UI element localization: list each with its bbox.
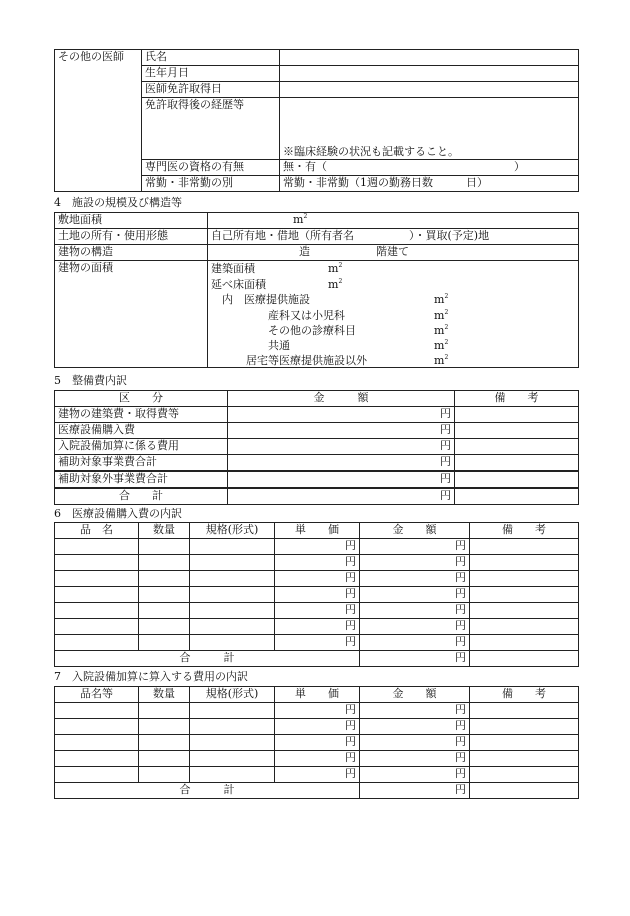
note-cell[interactable] <box>470 735 579 751</box>
other-doctor-table <box>54 49 579 192</box>
amount-cell[interactable]: 円 <box>360 719 470 735</box>
b-total-unit: $m^2$ <box>328 278 343 291</box>
amount-cell[interactable]: 円 <box>360 603 470 619</box>
note-cell[interactable] <box>470 635 579 651</box>
b-inner-unit: $m^2$ <box>434 293 449 306</box>
amount-cell[interactable]: 円 <box>228 488 455 505</box>
h-amount: 金 額 <box>360 687 470 703</box>
amount-cell[interactable]: 円 <box>360 571 470 587</box>
note-cell[interactable] <box>470 651 579 667</box>
b-home-unit: $m^2$ <box>434 354 449 367</box>
equipment-table <box>54 522 579 667</box>
total-amount-cell[interactable]: 円 <box>360 783 470 799</box>
h-qty: 数量 <box>139 523 190 539</box>
spec-cell[interactable] <box>190 619 275 635</box>
amount-cell[interactable]: 円 <box>228 407 455 423</box>
table-row <box>55 719 579 735</box>
item-cell[interactable] <box>55 539 139 555</box>
item-cell[interactable] <box>55 751 139 767</box>
h-item: 品名等 <box>55 687 139 703</box>
total-amount-cell[interactable]: 円 <box>360 651 470 667</box>
total-row <box>55 651 579 667</box>
table-row <box>55 603 579 619</box>
note-cell[interactable] <box>470 783 579 799</box>
item-cell[interactable] <box>55 635 139 651</box>
h-spec: 規格(形式) <box>190 523 275 539</box>
table-row <box>55 571 579 587</box>
amount-cell[interactable]: 円 <box>360 555 470 571</box>
spec-cell[interactable] <box>190 635 275 651</box>
spec-cell[interactable] <box>190 767 275 783</box>
item-cell[interactable] <box>55 555 139 571</box>
table-row <box>55 455 579 472</box>
note-cell[interactable] <box>470 703 579 719</box>
note-cell[interactable] <box>455 423 579 439</box>
h-note: 備 考 <box>455 391 579 407</box>
career-field[interactable] <box>280 98 579 160</box>
structure-field[interactable] <box>208 245 579 261</box>
qty-cell[interactable] <box>139 555 190 571</box>
unit-price-cell[interactable]: 円 <box>275 703 360 719</box>
row-label: 補助対象事業費合計 <box>55 455 228 472</box>
other-doctor-label: その他の医師 <box>55 50 142 192</box>
item-cell[interactable] <box>55 619 139 635</box>
qty-cell[interactable] <box>139 767 190 783</box>
name-label: 氏名 <box>142 50 280 66</box>
spec-cell[interactable] <box>190 571 275 587</box>
b-total-label: 延べ床面積 <box>211 278 266 291</box>
site-area-field[interactable] <box>208 213 579 229</box>
qty-cell[interactable] <box>139 619 190 635</box>
h-unit: 単 価 <box>275 523 360 539</box>
spec-cell[interactable] <box>190 719 275 735</box>
note-cell[interactable] <box>455 471 579 488</box>
table-row <box>55 439 579 455</box>
amount-cell[interactable]: 円 <box>228 471 455 488</box>
unit-price-cell[interactable]: 円 <box>275 751 360 767</box>
license-date-field[interactable] <box>280 82 579 98</box>
inpatient-table <box>54 686 579 799</box>
amount-cell[interactable]: 円 <box>228 455 455 472</box>
qty-cell[interactable] <box>139 603 190 619</box>
employment-value[interactable]: 常勤・非常勤（1週の勤務日数 日） <box>280 176 579 192</box>
section7-title: 7 入院設備加算に算入する費用の内訳 <box>54 670 248 683</box>
spec-cell[interactable] <box>190 587 275 603</box>
unit-price-cell[interactable]: 円 <box>275 619 360 635</box>
h-qty: 数量 <box>139 687 190 703</box>
item-cell[interactable] <box>55 719 139 735</box>
building-area-field[interactable] <box>208 261 579 368</box>
license-date-label: 医師免許取得日 <box>142 82 280 98</box>
note-cell[interactable] <box>470 539 579 555</box>
h-unit: 単 価 <box>275 687 360 703</box>
unit-price-cell[interactable]: 円 <box>275 735 360 751</box>
note-cell[interactable] <box>470 767 579 783</box>
row-label: 補助対象外事業費合計 <box>55 471 228 488</box>
section4-title: 4 施設の規模及び構造等 <box>54 196 182 209</box>
spec-cell[interactable] <box>190 539 275 555</box>
unit-price-cell[interactable]: 円 <box>275 719 360 735</box>
total-label: 合 計 <box>55 651 360 667</box>
b-build-label: 建築面積 <box>211 262 255 275</box>
note-cell[interactable] <box>470 719 579 735</box>
table-row <box>55 767 579 783</box>
career-note: ※臨床経験の状況も記載すること。 <box>283 145 459 158</box>
note-cell[interactable] <box>455 455 579 472</box>
row-label: 入院設備加算に係る費用 <box>55 439 228 455</box>
employment-label: 常勤・非常勤の別 <box>142 176 280 192</box>
b-obst-unit: $m^2$ <box>434 309 449 322</box>
note-cell[interactable] <box>470 751 579 767</box>
total-label: 合 計 <box>55 783 360 799</box>
table-row <box>55 619 579 635</box>
structure-label: 建物の構造 <box>55 245 208 261</box>
b-inner-label: 内 医療提供施設 <box>222 293 310 306</box>
item-cell[interactable] <box>55 603 139 619</box>
amount-cell[interactable]: 円 <box>360 539 470 555</box>
site-area-unit: $m^2$ <box>293 213 308 226</box>
unit-price-cell[interactable]: 円 <box>275 555 360 571</box>
note-cell[interactable] <box>470 571 579 587</box>
h-note: 備 考 <box>470 687 579 703</box>
section5-title: 5 整備費内訳 <box>54 374 127 387</box>
table-row <box>55 488 579 505</box>
b-obst-label: 産科又は小児科 <box>268 309 345 322</box>
item-cell[interactable] <box>55 767 139 783</box>
amount-cell[interactable]: 円 <box>360 635 470 651</box>
table-row <box>55 587 579 603</box>
b-home-label: 居宅等医療提供施設以外 <box>246 354 367 367</box>
item-cell[interactable] <box>55 703 139 719</box>
b-common-unit: $m^2$ <box>434 339 449 352</box>
row-label: 建物の建築費・取得費等 <box>55 407 228 423</box>
b-build-unit: $m^2$ <box>328 262 343 275</box>
qty-cell[interactable] <box>139 703 190 719</box>
row-label: 医療設備購入費 <box>55 423 228 439</box>
item-cell[interactable] <box>55 571 139 587</box>
total-label: 合 計 <box>55 488 228 505</box>
amount-cell[interactable]: 円 <box>360 767 470 783</box>
h-amount: 金 額 <box>228 391 455 407</box>
spec-cell[interactable] <box>190 555 275 571</box>
amount-cell[interactable]: 円 <box>360 751 470 767</box>
facility-table <box>54 212 579 368</box>
qty-cell[interactable] <box>139 719 190 735</box>
h-kubun: 区 分 <box>55 391 228 407</box>
note-cell[interactable] <box>455 407 579 423</box>
h-item: 品 名 <box>55 523 139 539</box>
structure-value: 造 階建て <box>299 245 409 258</box>
unit-price-cell[interactable]: 円 <box>275 767 360 783</box>
item-cell[interactable] <box>55 735 139 751</box>
b-other-unit: $m^2$ <box>434 324 449 337</box>
site-area-label: 敷地面積 <box>55 213 208 229</box>
spec-cell[interactable] <box>190 735 275 751</box>
note-cell[interactable] <box>470 587 579 603</box>
table-row <box>55 423 579 439</box>
note-cell[interactable] <box>455 439 579 455</box>
table-row <box>55 703 579 719</box>
birth-field[interactable] <box>280 66 579 82</box>
land-value[interactable]: 自己所有地・借地（所有者名 ）・買取(予定)地 <box>208 229 579 245</box>
section6-title: 6 医療設備購入費の内訳 <box>54 507 182 520</box>
unit-price-cell[interactable]: 円 <box>275 587 360 603</box>
spec-cell[interactable] <box>190 751 275 767</box>
amount-cell[interactable]: 円 <box>228 439 455 455</box>
amount-cell[interactable]: 円 <box>360 587 470 603</box>
qty-cell[interactable] <box>139 539 190 555</box>
total-row <box>55 783 579 799</box>
qty-cell[interactable] <box>139 587 190 603</box>
table-row <box>55 407 579 423</box>
table-row <box>55 735 579 751</box>
spec-cell[interactable] <box>190 703 275 719</box>
h-note: 備 考 <box>470 523 579 539</box>
birth-label: 生年月日 <box>142 66 280 82</box>
qty-cell[interactable] <box>139 571 190 587</box>
table-row <box>55 539 579 555</box>
amount-cell[interactable]: 円 <box>360 619 470 635</box>
table-row <box>55 635 579 651</box>
qty-cell[interactable] <box>139 635 190 651</box>
qty-cell[interactable] <box>139 735 190 751</box>
career-label: 免許取得後の経歴等 <box>142 98 280 160</box>
specialist-value[interactable]: 無・有（ ） <box>280 160 579 176</box>
unit-price-cell[interactable]: 円 <box>275 539 360 555</box>
qty-cell[interactable] <box>139 751 190 767</box>
cost-breakdown-table <box>54 390 579 505</box>
h-amount: 金 額 <box>360 523 470 539</box>
table-row <box>55 555 579 571</box>
h-spec: 規格(形式) <box>190 687 275 703</box>
note-cell[interactable] <box>470 619 579 635</box>
note-cell[interactable] <box>470 555 579 571</box>
spec-cell[interactable] <box>190 603 275 619</box>
table-row <box>55 751 579 767</box>
building-area-label: 建物の面積 <box>55 261 208 368</box>
unit-price-cell[interactable]: 円 <box>275 571 360 587</box>
b-common-label: 共通 <box>268 339 290 352</box>
note-cell[interactable] <box>470 603 579 619</box>
amount-cell[interactable]: 円 <box>360 703 470 719</box>
specialist-label: 専門医の資格の有無 <box>142 160 280 176</box>
unit-price-cell[interactable]: 円 <box>275 635 360 651</box>
note-cell[interactable] <box>455 488 579 505</box>
amount-cell[interactable]: 円 <box>228 423 455 439</box>
name-field[interactable] <box>280 50 579 66</box>
amount-cell[interactable]: 円 <box>360 735 470 751</box>
table-row <box>55 471 579 488</box>
item-cell[interactable] <box>55 587 139 603</box>
land-label: 土地の所有・使用形態 <box>55 229 208 245</box>
unit-price-cell[interactable]: 円 <box>275 603 360 619</box>
b-other-label: その他の診療科目 <box>268 324 356 337</box>
